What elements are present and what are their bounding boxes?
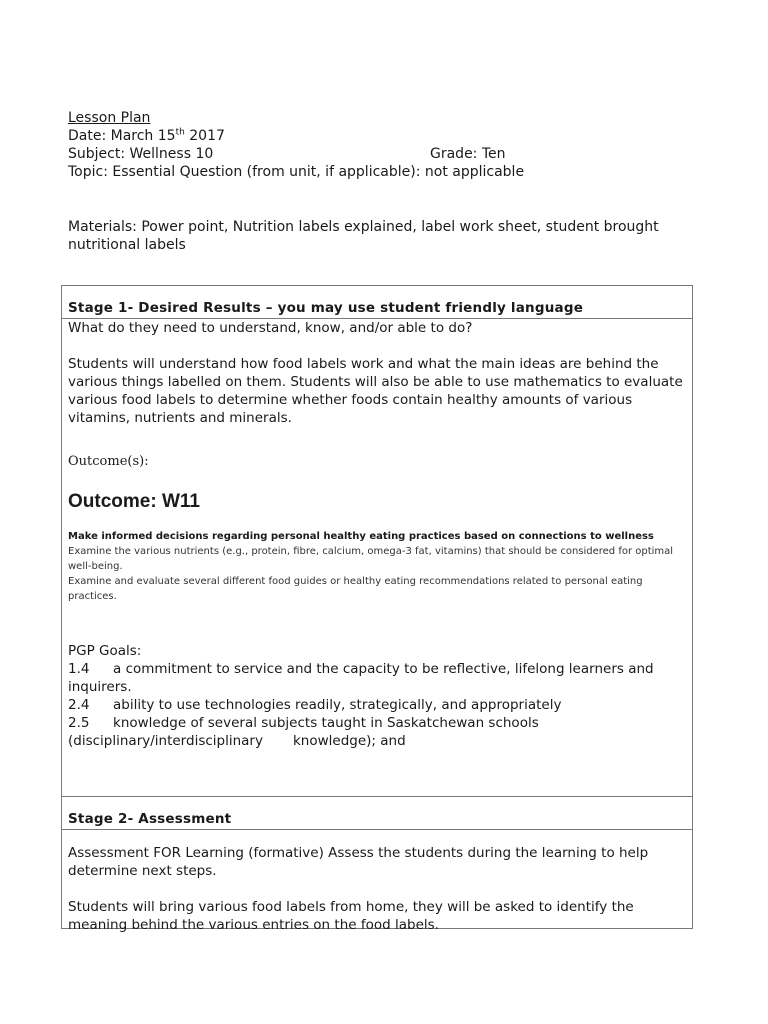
outcome-indicator: Examine the various nutrients (e.g., protein, fibre, calcium, omega-3 fat, vitamins) that should be considered for optimal well-being. — [68, 546, 674, 572]
pgp-goal-continuation: (disciplinary/interdisciplinary knowledge); and — [68, 733, 406, 749]
materials: Materials: Power point, Nutrition labels explained, label work sheet, student brought nutritional labels — [68, 219, 659, 253]
stage2-activity: Students will bring various food labels from home, they will be asked to identify the meaning behind the various entries on the food labels. — [68, 899, 634, 933]
subject-grade-row — [68, 145, 688, 163]
outcome-indicator: Examine and evaluate several different food guides or healthy eating recommendations related to personal eating practices. — [68, 576, 643, 602]
stage1-heading: Stage 1- Desired Results – you may use student friendly language — [62, 286, 692, 319]
stage2-formative: Assessment FOR Learning (formative) Assess the students during the learning to help determine next steps. — [68, 845, 649, 879]
stage1-understanding: Students will understand how food labels work and what the main ideas are behind the various things labelled on them. Students will also be able to use mathematics to evaluate various food labels to determine whether foods contain healthy amounts of various vitamins, nutrients and minerals. — [68, 356, 683, 426]
lesson-topic: Topic: Essential Question (from unit, if applicable): not applicable — [68, 164, 525, 180]
lesson-title: Lesson Plan — [68, 110, 151, 126]
lesson-grade: Grade: Ten — [430, 146, 506, 162]
outcomes-label: Outcome(s): — [68, 454, 149, 469]
lesson-date: Date: March 15th 2017 — [68, 127, 225, 144]
stage1-box — [61, 285, 693, 797]
stage1-body — [62, 319, 692, 750]
stage2-box — [61, 796, 693, 933]
pgp-goal: 1.4 a commitment to service and the capacity to be reflective, lifelong learners and inquirers. — [68, 661, 654, 695]
stage2-heading: Stage 2- Assessment — [62, 797, 692, 830]
outcome-statement: Make informed decisions regarding personal healthy eating practices based on connections to wellness — [68, 531, 654, 542]
stage2-body — [62, 830, 692, 934]
stage1-question: What do they need to understand, know, and/or able to do? — [68, 320, 473, 336]
outcome-title: Outcome: W11 — [68, 491, 200, 512]
lesson-subject: Subject: Wellness 10 — [68, 146, 214, 162]
pgp-goals — [68, 642, 684, 750]
pgp-goal: 2.5 knowledge of several subjects taught in Saskatchewan schools — [68, 715, 539, 731]
pgp-label: PGP Goals: — [68, 643, 142, 659]
pgp-goal: 2.4 ability to use technologies readily, strategically, and appropriately — [68, 697, 562, 713]
lesson-header — [68, 109, 688, 181]
